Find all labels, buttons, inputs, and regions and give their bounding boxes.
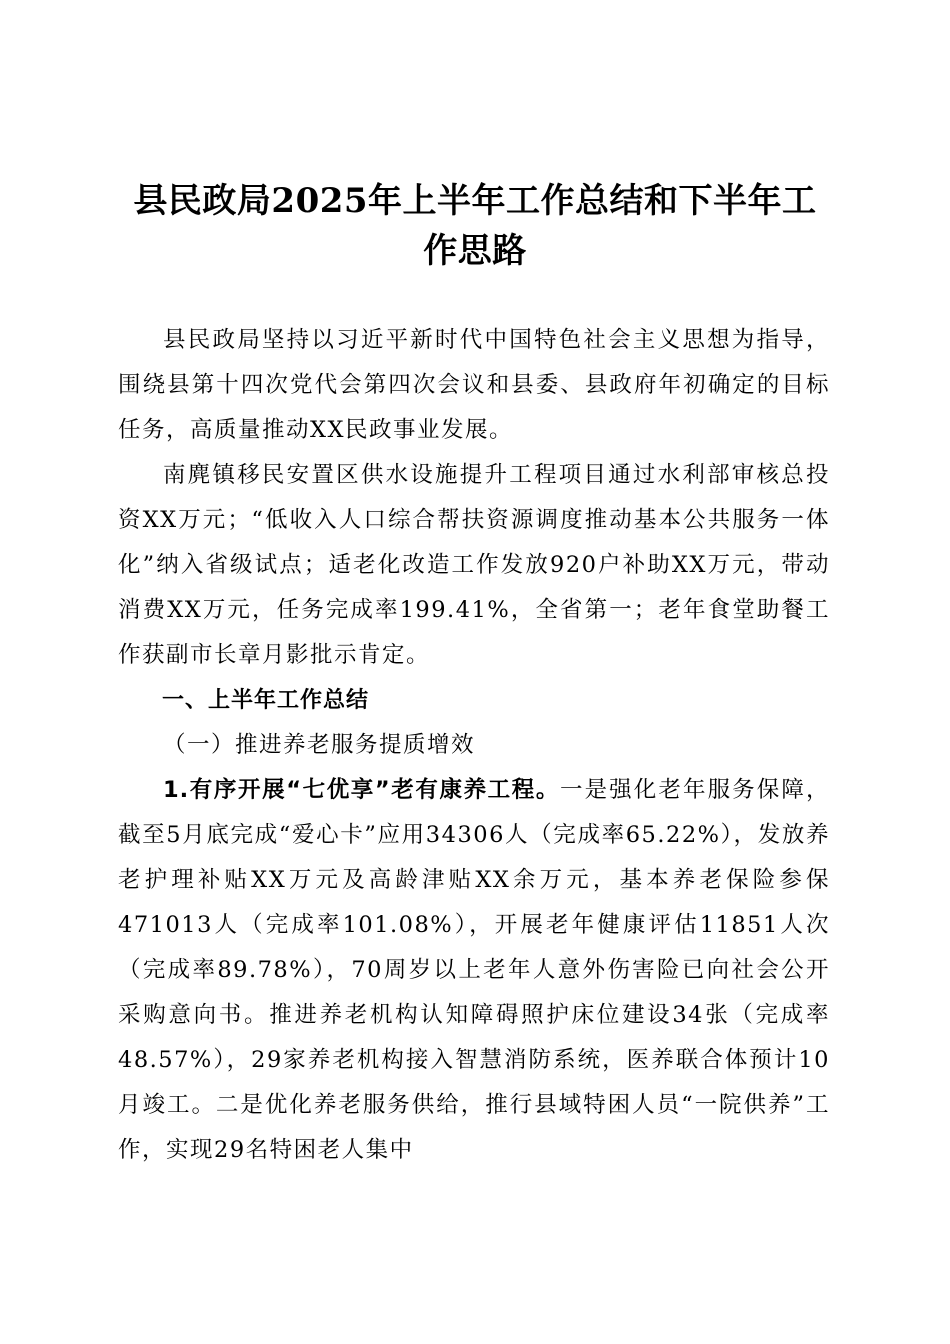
achievements-paragraph: 南麂镇移民安置区供水设施提升工程项目通过水利部审核总投资XX万元；“低收入人口综合帮扶资源调度推动基本公共服务一体化”纳入省级试点；适老化改造工作发放920户补助XX万元，带动消费XX万元，任务完成率199.41%，全省第一；老年食堂助餐工作获副市长章月影批示肯定。 xyxy=(118,462,830,668)
item-1-text: 一是强化老年服务保障，截至5月底完成“爱心卡”应用34306人（完成率65.22%），发放养老护理补贴XX万元及高龄津贴XX余万元，基本养老保险参保471013人（完成率101.08%），开展老年健康评估11851人次（完成率89.78%），70周岁以上老年人意外伤害险已向社会公开采购意向书。推进养老机构认知障碍照护床位建设34张（完成率48.57%），29家养老机构接入智慧消防系统，医养联合体预计10月竣工。二是优化养老服务供给，推行县域特困人员“一院供养”工作，实现29名特困老人集中 xyxy=(118,777,830,1163)
intro-paragraph: 县民政局坚持以习近平新时代中国特色社会主义思想为指导，围绕县第十四次党代会第四次会议和县委、县政府年初确定的目标任务，高质量推动XX民政事业发展。 xyxy=(118,327,830,443)
document-title-line-1: 县民政局2025年上半年工作总结和下半年工 xyxy=(133,181,817,221)
item-1-lead: 1.有序开展“七优享”老有康养工程。 xyxy=(163,777,560,803)
section-heading: 一、上半年工作总结 xyxy=(162,688,370,713)
subsection-heading: （一）推进养老服务提质增效 xyxy=(163,732,476,758)
item-1-paragraph xyxy=(118,768,830,1173)
document-body xyxy=(118,318,830,1173)
document-title-line-2: 作思路 xyxy=(423,231,527,271)
document-title xyxy=(110,176,840,276)
